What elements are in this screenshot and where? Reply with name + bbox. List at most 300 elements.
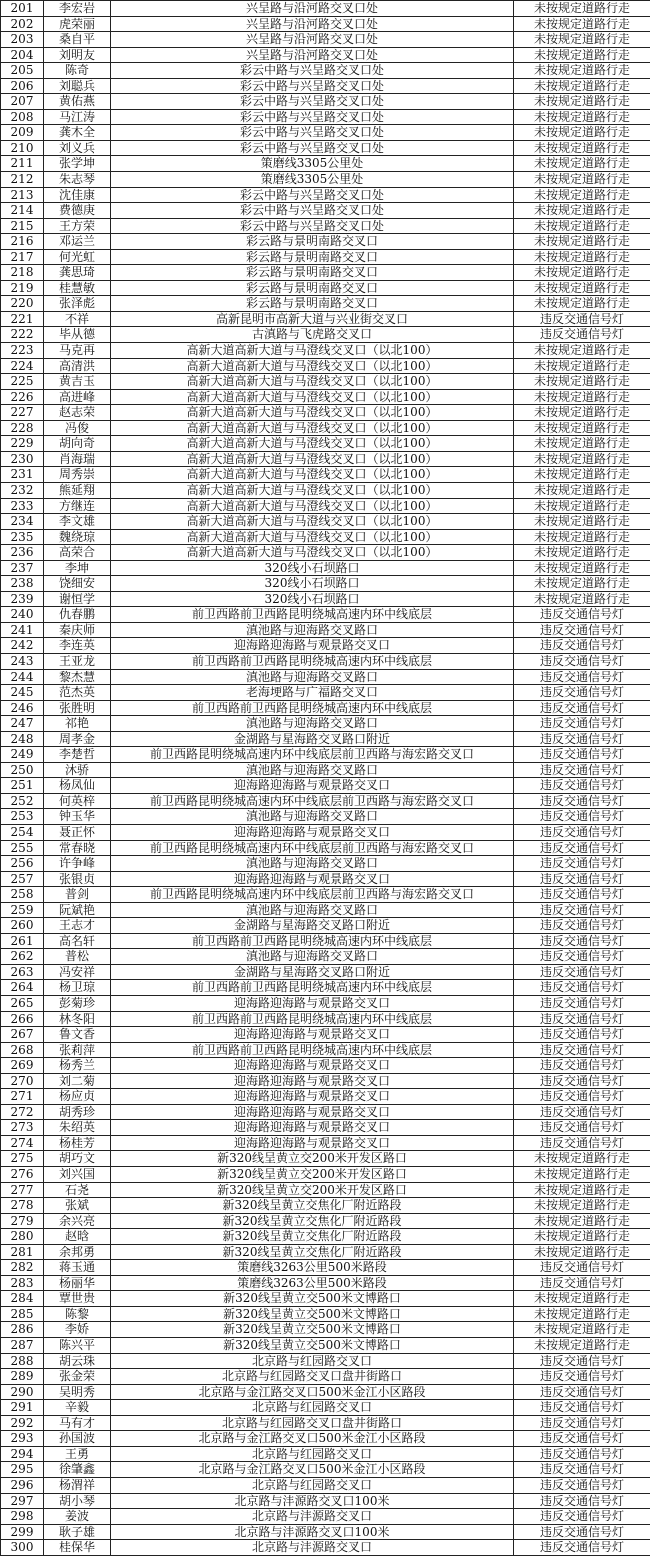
name-cell: 张胜明 bbox=[44, 700, 111, 716]
violation-cell: 违反交通信号灯 bbox=[514, 1027, 650, 1043]
violation-cell: 违反交通信号灯 bbox=[514, 980, 650, 996]
location-cell: 高新大道高新大道与马澄线交叉口（以北100） bbox=[111, 420, 514, 436]
name-cell: 方继连 bbox=[44, 498, 111, 514]
name-cell: 周秀崇 bbox=[44, 467, 111, 483]
table-row bbox=[1, 731, 650, 747]
row-number-cell: 258 bbox=[1, 887, 44, 903]
name-cell: 毕从德 bbox=[44, 327, 111, 343]
name-cell: 高清洪 bbox=[44, 358, 111, 374]
row-number-cell: 280 bbox=[1, 1229, 44, 1245]
violation-cell: 未按规定道路行走 bbox=[514, 545, 650, 561]
name-cell: 胡向奇 bbox=[44, 436, 111, 452]
name-cell: 常春晓 bbox=[44, 840, 111, 856]
violation-cell: 违反交通信号灯 bbox=[514, 1462, 650, 1478]
row-number-cell: 237 bbox=[1, 560, 44, 576]
location-cell: 北京路与红园路交叉口 bbox=[111, 1400, 514, 1416]
location-cell: 新320线呈黄立交200米开发区路口 bbox=[111, 1182, 514, 1198]
name-cell: 赵晗 bbox=[44, 1229, 111, 1245]
table-row bbox=[1, 1462, 650, 1478]
location-cell: 前卫西路前卫西路昆明绕城高速内环中线底层 bbox=[111, 1042, 514, 1058]
location-cell: 新320线呈黄立交500米文博路口 bbox=[111, 1338, 514, 1354]
name-cell: 肖海瑞 bbox=[44, 451, 111, 467]
row-number-cell: 202 bbox=[1, 16, 44, 32]
row-number-cell: 299 bbox=[1, 1524, 44, 1540]
name-cell: 辛毅 bbox=[44, 1400, 111, 1416]
row-number-cell: 281 bbox=[1, 1244, 44, 1260]
location-cell: 前卫西路昆明绕城高速内环中线底层前卫西路与海宏路交叉口 bbox=[111, 793, 514, 809]
name-cell: 杨渭祥 bbox=[44, 1477, 111, 1493]
violation-cell: 未按规定道路行走 bbox=[514, 125, 650, 141]
location-cell: 兴呈路与沿河路交叉口处 bbox=[111, 16, 514, 32]
row-number-cell: 244 bbox=[1, 669, 44, 685]
table-row bbox=[1, 451, 650, 467]
table-row bbox=[1, 218, 650, 234]
name-cell: 阮斌艳 bbox=[44, 902, 111, 918]
name-cell: 熊延翔 bbox=[44, 482, 111, 498]
row-number-cell: 275 bbox=[1, 1151, 44, 1167]
violation-cell: 未按规定道路行走 bbox=[514, 234, 650, 250]
table-row bbox=[1, 109, 650, 125]
table-row bbox=[1, 778, 650, 794]
name-cell: 姜波 bbox=[44, 1509, 111, 1525]
row-number-cell: 250 bbox=[1, 762, 44, 778]
name-cell: 沐骄 bbox=[44, 762, 111, 778]
location-cell: 金湖路与星海路交叉路口附近 bbox=[111, 918, 514, 934]
table-row bbox=[1, 498, 650, 514]
row-number-cell: 249 bbox=[1, 747, 44, 763]
name-cell: 杨凤仙 bbox=[44, 778, 111, 794]
table-row bbox=[1, 716, 650, 732]
name-cell: 许争峰 bbox=[44, 856, 111, 872]
name-cell: 石尧 bbox=[44, 1182, 111, 1198]
location-cell: 迎海路迎海路与观景路交叉口 bbox=[111, 638, 514, 654]
row-number-cell: 264 bbox=[1, 980, 44, 996]
row-number-cell: 295 bbox=[1, 1462, 44, 1478]
row-number-cell: 292 bbox=[1, 1415, 44, 1431]
violation-cell: 违反交通信号灯 bbox=[514, 1120, 650, 1136]
table-row bbox=[1, 1400, 650, 1416]
row-number-cell: 291 bbox=[1, 1400, 44, 1416]
violation-cell: 违反交通信号灯 bbox=[514, 1431, 650, 1447]
row-number-cell: 273 bbox=[1, 1120, 44, 1136]
location-cell: 彩云中路与兴呈路交叉口处 bbox=[111, 125, 514, 141]
table-row bbox=[1, 47, 650, 63]
row-number-cell: 216 bbox=[1, 234, 44, 250]
row-number-cell: 247 bbox=[1, 716, 44, 732]
violation-cell: 未按规定道路行走 bbox=[514, 296, 650, 312]
name-cell: 王方荣 bbox=[44, 218, 111, 234]
name-cell: 马江涛 bbox=[44, 109, 111, 125]
row-number-cell: 270 bbox=[1, 1073, 44, 1089]
table-row bbox=[1, 265, 650, 281]
row-number-cell: 204 bbox=[1, 47, 44, 63]
violation-cell: 未按规定道路行走 bbox=[514, 514, 650, 530]
violation-cell: 违反交通信号灯 bbox=[514, 1540, 650, 1556]
table-row bbox=[1, 234, 650, 250]
location-cell: 彩云路与景明南路交叉口 bbox=[111, 265, 514, 281]
row-number-cell: 208 bbox=[1, 109, 44, 125]
location-cell: 金湖路与星海路交叉路口附近 bbox=[111, 964, 514, 980]
name-cell: 饶细安 bbox=[44, 576, 111, 592]
row-number-cell: 225 bbox=[1, 374, 44, 390]
violation-cell: 违反交通信号灯 bbox=[514, 685, 650, 701]
row-number-cell: 236 bbox=[1, 545, 44, 561]
table-row bbox=[1, 327, 650, 343]
table-row bbox=[1, 94, 650, 110]
name-cell: 龚思琦 bbox=[44, 265, 111, 281]
table-row bbox=[1, 747, 650, 763]
location-cell: 北京路与金江路交叉口500米金江小区路段 bbox=[111, 1462, 514, 1478]
location-cell: 前卫西路昆明绕城高速内环中线底层前卫西路与海宏路交叉口 bbox=[111, 747, 514, 763]
table-row bbox=[1, 420, 650, 436]
row-number-cell: 259 bbox=[1, 902, 44, 918]
table-row bbox=[1, 622, 650, 638]
table-body bbox=[1, 1, 650, 1556]
row-number-cell: 287 bbox=[1, 1338, 44, 1354]
name-cell: 耿子雄 bbox=[44, 1524, 111, 1540]
name-cell: 杨应贞 bbox=[44, 1089, 111, 1105]
row-number-cell: 257 bbox=[1, 871, 44, 887]
violation-cell: 未按规定道路行走 bbox=[514, 560, 650, 576]
row-number-cell: 262 bbox=[1, 949, 44, 965]
name-cell: 仇春鹏 bbox=[44, 607, 111, 623]
row-number-cell: 298 bbox=[1, 1509, 44, 1525]
row-number-cell: 252 bbox=[1, 793, 44, 809]
violation-cell: 未按规定道路行走 bbox=[514, 16, 650, 32]
row-number-cell: 220 bbox=[1, 296, 44, 312]
row-number-cell: 263 bbox=[1, 964, 44, 980]
violation-cell: 未按规定道路行走 bbox=[514, 529, 650, 545]
name-cell: 刘兴国 bbox=[44, 1167, 111, 1183]
table-row bbox=[1, 856, 650, 872]
name-cell: 桂慧敏 bbox=[44, 280, 111, 296]
location-cell: 彩云中路与兴呈路交叉口处 bbox=[111, 94, 514, 110]
violation-cell: 未按规定道路行走 bbox=[514, 343, 650, 359]
name-cell: 朱志琴 bbox=[44, 172, 111, 188]
location-cell: 高新大道高新大道与马澄线交叉口（以北100） bbox=[111, 405, 514, 421]
row-number-cell: 205 bbox=[1, 63, 44, 79]
location-cell: 高新大道高新大道与马澄线交叉口（以北100） bbox=[111, 358, 514, 374]
table-row bbox=[1, 887, 650, 903]
violation-cell: 违反交通信号灯 bbox=[514, 1089, 650, 1105]
row-number-cell: 223 bbox=[1, 343, 44, 359]
row-number-cell: 215 bbox=[1, 218, 44, 234]
location-cell: 前卫西路前卫西路昆明绕城高速内环中线底层 bbox=[111, 933, 514, 949]
table-row bbox=[1, 1182, 650, 1198]
violation-cell: 未按规定道路行走 bbox=[514, 358, 650, 374]
location-cell: 前卫西路昆明绕城高速内环中线底层前卫西路与海宏路交叉口 bbox=[111, 840, 514, 856]
name-cell: 张金荣 bbox=[44, 1369, 111, 1385]
violation-cell: 违反交通信号灯 bbox=[514, 669, 650, 685]
table-row bbox=[1, 389, 650, 405]
table-row bbox=[1, 1244, 650, 1260]
location-cell: 北京路与红园路交叉口 bbox=[111, 1446, 514, 1462]
violation-cell: 未按规定道路行走 bbox=[514, 1151, 650, 1167]
violation-cell: 违反交通信号灯 bbox=[514, 700, 650, 716]
location-cell: 彩云路与景明南路交叉口 bbox=[111, 234, 514, 250]
name-cell: 胡云珠 bbox=[44, 1353, 111, 1369]
table-row bbox=[1, 514, 650, 530]
location-cell: 高新大道高新大道与马澄线交叉口（以北100） bbox=[111, 389, 514, 405]
table-row bbox=[1, 1089, 650, 1105]
location-cell: 新320线呈黄立交500米文博路口 bbox=[111, 1291, 514, 1307]
violation-cell: 违反交通信号灯 bbox=[514, 622, 650, 638]
row-number-cell: 240 bbox=[1, 607, 44, 623]
row-number-cell: 269 bbox=[1, 1058, 44, 1074]
violation-cell: 未按规定道路行走 bbox=[514, 94, 650, 110]
violation-cell: 未按规定道路行走 bbox=[514, 63, 650, 79]
name-cell: 马克再 bbox=[44, 343, 111, 359]
table-row bbox=[1, 669, 650, 685]
table-row bbox=[1, 824, 650, 840]
name-cell: 刘明友 bbox=[44, 47, 111, 63]
name-cell: 张斌 bbox=[44, 1198, 111, 1214]
location-cell: 北京路与沣源路交叉口100米 bbox=[111, 1493, 514, 1509]
violation-cell: 违反交通信号灯 bbox=[514, 933, 650, 949]
name-cell: 王亚龙 bbox=[44, 653, 111, 669]
violation-cell: 未按规定道路行走 bbox=[514, 1167, 650, 1183]
row-number-cell: 229 bbox=[1, 436, 44, 452]
table-row bbox=[1, 949, 650, 965]
location-cell: 滇池路与迎海路交叉路口 bbox=[111, 762, 514, 778]
violation-cell: 违反交通信号灯 bbox=[514, 1135, 650, 1151]
table-row bbox=[1, 529, 650, 545]
name-cell: 刘义兵 bbox=[44, 140, 111, 156]
violation-cell: 违反交通信号灯 bbox=[514, 1400, 650, 1416]
name-cell: 胡小琴 bbox=[44, 1493, 111, 1509]
location-cell: 北京路与红园路交叉口 bbox=[111, 1477, 514, 1493]
name-cell: 范杰英 bbox=[44, 685, 111, 701]
table-row bbox=[1, 140, 650, 156]
row-number-cell: 274 bbox=[1, 1135, 44, 1151]
table-row bbox=[1, 1540, 650, 1556]
name-cell: 李娇 bbox=[44, 1322, 111, 1338]
name-cell: 徐肇鑫 bbox=[44, 1462, 111, 1478]
row-number-cell: 217 bbox=[1, 249, 44, 265]
location-cell: 高新大道高新大道与马澄线交叉口（以北100） bbox=[111, 343, 514, 359]
location-cell: 前卫西路前卫西路昆明绕城高速内环中线底层 bbox=[111, 1011, 514, 1027]
violation-cell: 违反交通信号灯 bbox=[514, 638, 650, 654]
violation-cell: 未按规定道路行走 bbox=[514, 203, 650, 219]
violation-cell: 未按规定道路行走 bbox=[514, 1291, 650, 1307]
violation-cell: 违反交通信号灯 bbox=[514, 1384, 650, 1400]
row-number-cell: 248 bbox=[1, 731, 44, 747]
table-row bbox=[1, 311, 650, 327]
name-cell: 张学坤 bbox=[44, 156, 111, 172]
table-row bbox=[1, 1306, 650, 1322]
location-cell: 滇池路与迎海路交叉路口 bbox=[111, 716, 514, 732]
row-number-cell: 254 bbox=[1, 824, 44, 840]
location-cell: 迎海路迎海路与观景路交叉口 bbox=[111, 1073, 514, 1089]
violation-cell: 违反交通信号灯 bbox=[514, 1493, 650, 1509]
table-row bbox=[1, 700, 650, 716]
violation-cell: 未按规定道路行走 bbox=[514, 140, 650, 156]
name-cell: 胡秀珍 bbox=[44, 1104, 111, 1120]
table-row bbox=[1, 1524, 650, 1540]
location-cell: 前卫西路前卫西路昆明绕城高速内环中线底层 bbox=[111, 700, 514, 716]
location-cell: 北京路与红园路交叉口盘井街路口 bbox=[111, 1369, 514, 1385]
table-row bbox=[1, 933, 650, 949]
row-number-cell: 233 bbox=[1, 498, 44, 514]
name-cell: 高荣合 bbox=[44, 545, 111, 561]
name-cell: 刘二菊 bbox=[44, 1073, 111, 1089]
violation-cell: 未按规定道路行走 bbox=[514, 1213, 650, 1229]
location-cell: 兴呈路与沿河路交叉口处 bbox=[111, 1, 514, 17]
row-number-cell: 219 bbox=[1, 280, 44, 296]
table-row bbox=[1, 1229, 650, 1245]
location-cell: 滇池路与迎海路交叉路口 bbox=[111, 949, 514, 965]
location-cell: 兴呈路与沿河路交叉口处 bbox=[111, 47, 514, 63]
table-row bbox=[1, 187, 650, 203]
table-row bbox=[1, 1353, 650, 1369]
row-number-cell: 277 bbox=[1, 1182, 44, 1198]
location-cell: 新320线呈黄立交焦化厂附近路段 bbox=[111, 1213, 514, 1229]
location-cell: 彩云中路与兴呈路交叉口处 bbox=[111, 203, 514, 219]
violation-cell: 未按规定道路行走 bbox=[514, 451, 650, 467]
row-number-cell: 224 bbox=[1, 358, 44, 374]
name-cell: 杨秀兰 bbox=[44, 1058, 111, 1074]
location-cell: 北京路与沣源路交叉口100米 bbox=[111, 1524, 514, 1540]
location-cell: 高新大道高新大道与马澄线交叉口（以北100） bbox=[111, 374, 514, 390]
name-cell: 普松 bbox=[44, 949, 111, 965]
table-row bbox=[1, 1493, 650, 1509]
violation-cell: 未按规定道路行走 bbox=[514, 498, 650, 514]
row-number-cell: 289 bbox=[1, 1369, 44, 1385]
violation-cell: 违反交通信号灯 bbox=[514, 762, 650, 778]
name-cell: 李文雄 bbox=[44, 514, 111, 530]
location-cell: 高新大道高新大道与马澄线交叉口（以北100） bbox=[111, 436, 514, 452]
table-row bbox=[1, 1104, 650, 1120]
row-number-cell: 201 bbox=[1, 1, 44, 17]
name-cell: 高进峰 bbox=[44, 389, 111, 405]
location-cell: 迎海路迎海路与观景路交叉口 bbox=[111, 996, 514, 1012]
row-number-cell: 242 bbox=[1, 638, 44, 654]
violation-cell: 违反交通信号灯 bbox=[514, 1104, 650, 1120]
location-cell: 新320线呈黄立交200米开发区路口 bbox=[111, 1151, 514, 1167]
location-cell: 320线小石坝路口 bbox=[111, 560, 514, 576]
table-row bbox=[1, 1509, 650, 1525]
violation-cell: 未按规定道路行走 bbox=[514, 420, 650, 436]
row-number-cell: 221 bbox=[1, 311, 44, 327]
violation-cell: 违反交通信号灯 bbox=[514, 1073, 650, 1089]
row-number-cell: 246 bbox=[1, 700, 44, 716]
name-cell: 陈奇 bbox=[44, 63, 111, 79]
name-cell: 王志才 bbox=[44, 918, 111, 934]
location-cell: 迎海路迎海路与观景路交叉口 bbox=[111, 871, 514, 887]
violation-cell: 未按规定道路行走 bbox=[514, 47, 650, 63]
row-number-cell: 231 bbox=[1, 467, 44, 483]
table-row bbox=[1, 125, 650, 141]
name-cell: 张泽彪 bbox=[44, 296, 111, 312]
row-number-cell: 272 bbox=[1, 1104, 44, 1120]
violation-cell: 违反交通信号灯 bbox=[514, 793, 650, 809]
location-cell: 策磨线3263公里500米路段 bbox=[111, 1260, 514, 1276]
violation-cell: 违反交通信号灯 bbox=[514, 716, 650, 732]
name-cell: 马有才 bbox=[44, 1415, 111, 1431]
table-row bbox=[1, 1198, 650, 1214]
table-row bbox=[1, 1446, 650, 1462]
row-number-cell: 214 bbox=[1, 203, 44, 219]
violation-cell: 违反交通信号灯 bbox=[514, 809, 650, 825]
table-row bbox=[1, 436, 650, 452]
violation-cell: 未按规定道路行走 bbox=[514, 78, 650, 94]
row-number-cell: 285 bbox=[1, 1306, 44, 1322]
table-row bbox=[1, 1167, 650, 1183]
table-row bbox=[1, 1260, 650, 1276]
location-cell: 高新大道高新大道与马澄线交叉口（以北100） bbox=[111, 467, 514, 483]
location-cell: 北京路与红园路交叉口 bbox=[111, 1353, 514, 1369]
row-number-cell: 230 bbox=[1, 451, 44, 467]
row-number-cell: 267 bbox=[1, 1027, 44, 1043]
row-number-cell: 290 bbox=[1, 1384, 44, 1400]
violation-cell: 违反交通信号灯 bbox=[514, 778, 650, 794]
name-cell: 李连英 bbox=[44, 638, 111, 654]
name-cell: 周孝金 bbox=[44, 731, 111, 747]
location-cell: 新320线呈黄立交焦化厂附近路段 bbox=[111, 1229, 514, 1245]
row-number-cell: 210 bbox=[1, 140, 44, 156]
table-row bbox=[1, 63, 650, 79]
violation-cell: 违反交通信号灯 bbox=[514, 840, 650, 856]
row-number-cell: 279 bbox=[1, 1213, 44, 1229]
location-cell: 前卫西路前卫西路昆明绕城高速内环中线底层 bbox=[111, 653, 514, 669]
name-cell: 冯俊 bbox=[44, 420, 111, 436]
violation-cell: 未按规定道路行走 bbox=[514, 1198, 650, 1214]
location-cell: 高新大道高新大道与马澄线交叉口（以北100） bbox=[111, 529, 514, 545]
table-row bbox=[1, 405, 650, 421]
violation-cell: 未按规定道路行走 bbox=[514, 591, 650, 607]
table-row bbox=[1, 809, 650, 825]
table-row bbox=[1, 762, 650, 778]
row-number-cell: 282 bbox=[1, 1260, 44, 1276]
location-cell: 老海埂路与广福路交叉口 bbox=[111, 685, 514, 701]
row-number-cell: 239 bbox=[1, 591, 44, 607]
table-row bbox=[1, 980, 650, 996]
table-row bbox=[1, 638, 650, 654]
row-number-cell: 265 bbox=[1, 996, 44, 1012]
location-cell: 前卫西路前卫西路昆明绕城高速内环中线底层 bbox=[111, 980, 514, 996]
table-row bbox=[1, 280, 650, 296]
violation-cell: 未按规定道路行走 bbox=[514, 389, 650, 405]
table-row bbox=[1, 1042, 650, 1058]
violation-cell: 违反交通信号灯 bbox=[514, 918, 650, 934]
violation-cell: 违反交通信号灯 bbox=[514, 996, 650, 1012]
location-cell: 金湖路与星海路交叉路口附近 bbox=[111, 731, 514, 747]
table-row bbox=[1, 576, 650, 592]
location-cell: 迎海路迎海路与观景路交叉口 bbox=[111, 1120, 514, 1136]
location-cell: 北京路与金江路交叉口500米金江小区路段 bbox=[111, 1384, 514, 1400]
location-cell: 策磨线3305公里处 bbox=[111, 172, 514, 188]
name-cell: 魏绕琼 bbox=[44, 529, 111, 545]
location-cell: 高新大道高新大道与马澄线交叉口（以北100） bbox=[111, 545, 514, 561]
location-cell: 前卫西路前卫西路昆明绕城高速内环中线底层 bbox=[111, 607, 514, 623]
location-cell: 古滇路与飞虎路交叉口 bbox=[111, 327, 514, 343]
table-row bbox=[1, 482, 650, 498]
table-row bbox=[1, 545, 650, 561]
table-row bbox=[1, 685, 650, 701]
location-cell: 滇池路与迎海路交叉路口 bbox=[111, 622, 514, 638]
location-cell: 迎海路迎海路与观景路交叉口 bbox=[111, 1104, 514, 1120]
location-cell: 迎海路迎海路与观景路交叉口 bbox=[111, 1135, 514, 1151]
location-cell: 北京路与红园路交叉口盘井街路口 bbox=[111, 1415, 514, 1431]
violation-cell: 未按规定道路行走 bbox=[514, 249, 650, 265]
table-row bbox=[1, 1011, 650, 1027]
name-cell: 沈佳康 bbox=[44, 187, 111, 203]
violation-cell: 未按规定道路行走 bbox=[514, 576, 650, 592]
location-cell: 迎海路迎海路与观景路交叉口 bbox=[111, 778, 514, 794]
table-row bbox=[1, 1477, 650, 1493]
name-cell: 费德庚 bbox=[44, 203, 111, 219]
violation-cell: 违反交通信号灯 bbox=[514, 1524, 650, 1540]
